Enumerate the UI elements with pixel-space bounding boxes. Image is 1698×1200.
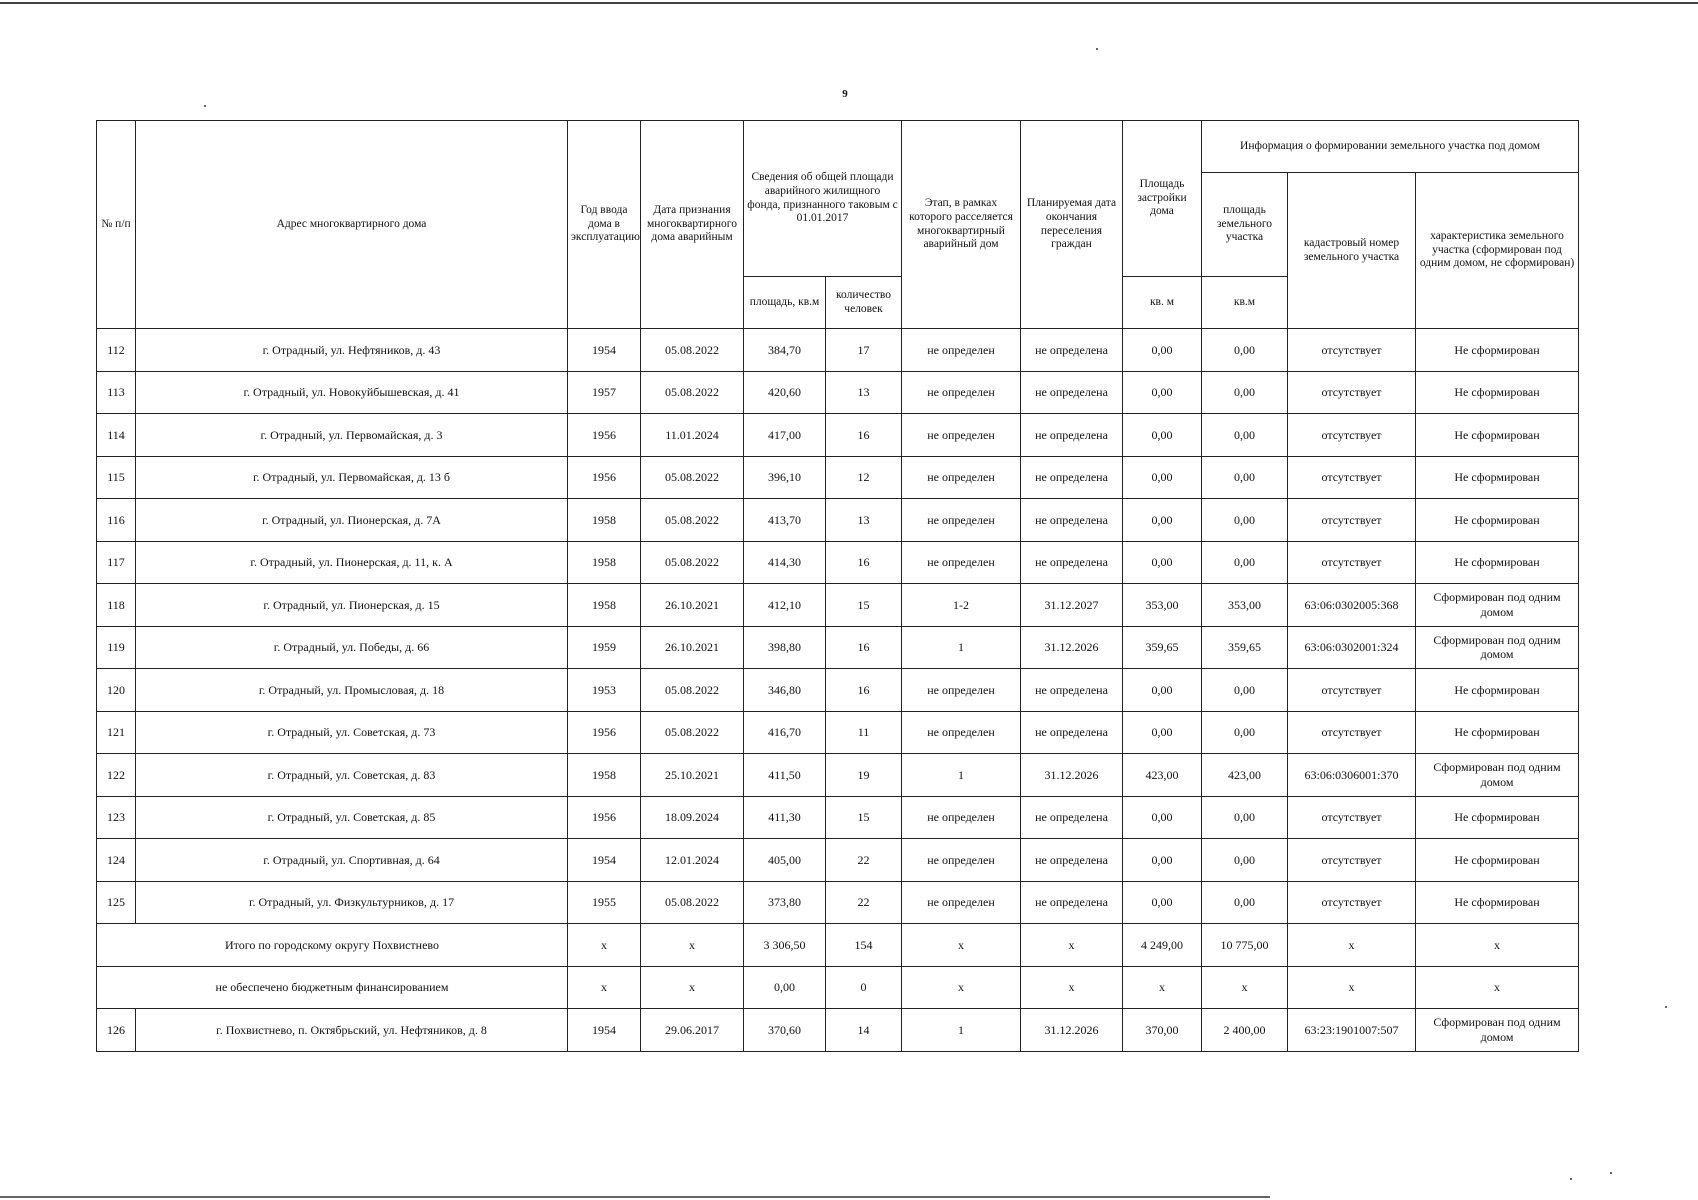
row-land-area: 0,00 [1202,414,1288,457]
row-people: 16 [826,669,902,712]
row-area: 370,60 [744,1009,826,1052]
row-people: 12 [826,456,902,499]
row-people: 16 [826,541,902,584]
row-built-area: 0,00 [1123,499,1202,542]
table-row [97,839,1579,882]
row-built-area: 0,00 [1123,371,1202,414]
row-planned: 31.12.2026 [1021,754,1123,797]
row-number: 114 [97,414,136,457]
row-cadastral: отсутствует [1288,881,1416,924]
row-people: 22 [826,881,902,924]
row-number: 122 [97,754,136,797]
unfunded-land-area: x [1202,966,1288,1009]
row-number: 124 [97,839,136,882]
row-planned: 31.12.2027 [1021,584,1123,627]
unfunded-row [97,966,1579,1009]
row-date: 05.08.2022 [641,541,744,584]
table-row [97,456,1579,499]
table-row [97,796,1579,839]
row-year: 1956 [568,414,641,457]
row-number: 113 [97,371,136,414]
row-date: 05.08.2022 [641,456,744,499]
col-address-header: Адрес многоквартирного дома [136,121,568,329]
row-stage: не определен [902,881,1021,924]
row-date: 29.06.2017 [641,1009,744,1052]
table-row [97,881,1579,924]
row-planned: не определена [1021,329,1123,372]
row-cadastral: отсутствует [1288,371,1416,414]
row-characteristic: Не сформирован [1416,669,1579,712]
row-cadastral: отсутствует [1288,456,1416,499]
row-number: 120 [97,669,136,712]
row-built-area: 0,00 [1123,541,1202,584]
total-characteristic: x [1416,924,1579,967]
row-built-area: 0,00 [1123,669,1202,712]
row-cadastral: 63:06:0306001:370 [1288,754,1416,797]
row-date: 12.01.2024 [641,839,744,882]
row-cadastral: отсутствует [1288,541,1416,584]
row-land-area: 423,00 [1202,754,1288,797]
row-address: г. Отрадный, ул. Первомайская, д. 3 [136,414,568,457]
row-number: 118 [97,584,136,627]
row-year: 1958 [568,754,641,797]
col-built-unit-header: кв. м [1123,277,1202,329]
table-row [97,329,1579,372]
unfunded-people: 0 [826,966,902,1009]
row-land-area: 0,00 [1202,499,1288,542]
row-characteristic: Сформирован под одним домом [1416,584,1579,627]
row-year: 1954 [568,839,641,882]
row-area: 411,30 [744,796,826,839]
row-year: 1958 [568,541,641,584]
row-land-area: 0,00 [1202,456,1288,499]
row-date: 26.10.2021 [641,626,744,669]
total-year: x [568,924,641,967]
page-number: 9 [842,88,848,100]
row-area: 417,00 [744,414,826,457]
row-characteristic: Не сформирован [1416,329,1579,372]
row-characteristic: Сформирован под одним домом [1416,626,1579,669]
row-number: 116 [97,499,136,542]
unfunded-planned: x [1021,966,1123,1009]
row-stage: не определен [902,711,1021,754]
table-row [97,669,1579,712]
row-year: 1956 [568,456,641,499]
table-row [97,711,1579,754]
unfunded-area: 0,00 [744,966,826,1009]
row-stage: не определен [902,839,1021,882]
row-people: 13 [826,371,902,414]
row-address: г. Отрадный, ул. Советская, д. 83 [136,754,568,797]
row-built-area: 359,65 [1123,626,1202,669]
row-cadastral: отсутствует [1288,499,1416,542]
row-number: 115 [97,456,136,499]
row-stage: не определен [902,796,1021,839]
col-num-header: № п/п [97,121,136,329]
row-built-area: 423,00 [1123,754,1202,797]
row-date: 05.08.2022 [641,669,744,712]
row-area: 384,70 [744,329,826,372]
row-area: 396,10 [744,456,826,499]
row-built-area: 0,00 [1123,329,1202,372]
row-date: 25.10.2021 [641,754,744,797]
row-year: 1955 [568,881,641,924]
col-land-info-header: Информация о формировании земельного участка под домом [1202,121,1579,173]
row-address: г. Отрадный, ул. Физкультурников, д. 17 [136,881,568,924]
row-built-area: 353,00 [1123,584,1202,627]
total-stage: x [902,924,1021,967]
row-planned: не определена [1021,414,1123,457]
row-area: 346,80 [744,669,826,712]
row-area: 405,00 [744,839,826,882]
row-stage: не определен [902,371,1021,414]
row-people: 16 [826,414,902,457]
total-row [97,924,1579,967]
table-body [97,329,1579,1052]
col-people-sub-header: количество человек [826,277,902,329]
unfunded-label: не обеспечено бюджетным финансированием [97,966,568,1009]
row-area: 420,60 [744,371,826,414]
row-land-area: 359,65 [1202,626,1288,669]
row-built-area: 0,00 [1123,414,1202,457]
row-year: 1956 [568,711,641,754]
row-planned: не определена [1021,796,1123,839]
row-number: 126 [97,1009,136,1052]
row-stage: не определен [902,669,1021,712]
row-built-area: 370,00 [1123,1009,1202,1052]
row-address: г. Отрадный, ул. Пионерская, д. 11, к. А [136,541,568,584]
table-row [97,541,1579,584]
row-built-area: 0,00 [1123,839,1202,882]
row-address: г. Отрадный, ул. Спортивная, д. 64 [136,839,568,882]
row-number: 119 [97,626,136,669]
table-row [97,1009,1579,1052]
col-built-area-header: Площадь застройки дома [1123,121,1202,277]
row-people: 15 [826,584,902,627]
row-address: г. Похвистнево, п. Октябрьский, ул. Нефтяников, д. 8 [136,1009,568,1052]
row-address: г. Отрадный, ул. Нефтяников, д. 43 [136,329,568,372]
row-date: 18.09.2024 [641,796,744,839]
unfunded-built-area: x [1123,966,1202,1009]
row-number: 123 [97,796,136,839]
emergency-housing-table [96,120,1579,1052]
row-characteristic: Не сформирован [1416,881,1579,924]
row-planned: не определена [1021,371,1123,414]
table-row [97,371,1579,414]
total-people: 154 [826,924,902,967]
total-area: 3 306,50 [744,924,826,967]
row-characteristic: Не сформирован [1416,711,1579,754]
row-people: 19 [826,754,902,797]
row-area: 411,50 [744,754,826,797]
col-planned-header: Планируемая дата окончания переселения граждан [1021,121,1123,329]
col-cadastral-header: кадастровый номер земельного участка [1288,173,1416,329]
row-cadastral: отсутствует [1288,669,1416,712]
row-characteristic: Не сформирован [1416,414,1579,457]
row-people: 14 [826,1009,902,1052]
row-address: г. Отрадный, ул. Первомайская, д. 13 б [136,456,568,499]
row-built-area: 0,00 [1123,456,1202,499]
row-date: 26.10.2021 [641,584,744,627]
row-address: г. Отрадный, ул. Пионерская, д. 15 [136,584,568,627]
row-year: 1959 [568,626,641,669]
row-characteristic: Не сформирован [1416,456,1579,499]
row-cadastral: отсутствует [1288,839,1416,882]
row-land-area: 2 400,00 [1202,1009,1288,1052]
row-area: 413,70 [744,499,826,542]
row-characteristic: Не сформирован [1416,839,1579,882]
unfunded-cadastral: x [1288,966,1416,1009]
col-area-info-header: Сведения об общей площади аварийного жилищного фонда, признанного таковым с 01.01.2017 [744,121,902,277]
unfunded-stage: x [902,966,1021,1009]
row-planned: не определена [1021,881,1123,924]
row-area: 416,70 [744,711,826,754]
row-year: 1957 [568,371,641,414]
row-planned: не определена [1021,456,1123,499]
row-land-area: 0,00 [1202,796,1288,839]
top-rule [0,2,1698,4]
row-cadastral: 63:23:1901007:507 [1288,1009,1416,1052]
row-address: г. Отрадный, ул. Новокуйбышевская, д. 41 [136,371,568,414]
row-characteristic: Не сформирован [1416,541,1579,584]
total-cadastral: x [1288,924,1416,967]
row-address: г. Отрадный, ул. Победы, д. 66 [136,626,568,669]
row-number: 125 [97,881,136,924]
unfunded-date: x [641,966,744,1009]
row-stage: 1 [902,754,1021,797]
row-area: 398,80 [744,626,826,669]
row-area: 414,30 [744,541,826,584]
row-planned: не определена [1021,541,1123,584]
row-year: 1954 [568,329,641,372]
row-date: 05.08.2022 [641,499,744,542]
row-address: г. Отрадный, ул. Промысловая, д. 18 [136,669,568,712]
row-land-area: 0,00 [1202,329,1288,372]
row-address: г. Отрадный, ул. Советская, д. 73 [136,711,568,754]
col-area-sub-header: площадь, кв.м [744,277,826,329]
bottom-rule [0,1196,1270,1198]
row-year: 1953 [568,669,641,712]
row-stage: не определен [902,456,1021,499]
row-date: 05.08.2022 [641,329,744,372]
row-people: 17 [826,329,902,372]
row-land-area: 0,00 [1202,541,1288,584]
row-built-area: 0,00 [1123,796,1202,839]
table-row [97,626,1579,669]
total-date: x [641,924,744,967]
row-cadastral: отсутствует [1288,796,1416,839]
row-date: 11.01.2024 [641,414,744,457]
row-characteristic: Сформирован под одним домом [1416,754,1579,797]
row-planned: 31.12.2026 [1021,626,1123,669]
row-stage: не определен [902,541,1021,584]
col-land-unit-header: кв.м [1202,277,1288,329]
row-date: 05.08.2022 [641,881,744,924]
col-characteristic-header: характеристика земельного участка (сформирован под одним домом, не сформирован) [1416,173,1579,329]
row-number: 121 [97,711,136,754]
row-area: 412,10 [744,584,826,627]
row-cadastral: 63:06:0302001:324 [1288,626,1416,669]
row-people: 13 [826,499,902,542]
table-row [97,414,1579,457]
table-row [97,499,1579,542]
row-people: 22 [826,839,902,882]
row-year: 1954 [568,1009,641,1052]
total-label: Итого по городскому округу Похвистнево [97,924,568,967]
row-characteristic: Не сформирован [1416,371,1579,414]
row-land-area: 353,00 [1202,584,1288,627]
row-planned: не определена [1021,669,1123,712]
row-date: 05.08.2022 [641,371,744,414]
row-date: 05.08.2022 [641,711,744,754]
row-built-area: 0,00 [1123,711,1202,754]
row-stage: 1 [902,626,1021,669]
row-stage: не определен [902,499,1021,542]
table-row [97,584,1579,627]
row-number: 112 [97,329,136,372]
row-year: 1958 [568,584,641,627]
row-planned: не определена [1021,711,1123,754]
row-people: 16 [826,626,902,669]
row-address: г. Отрадный, ул. Пионерская, д. 7А [136,499,568,542]
row-characteristic: Не сформирован [1416,499,1579,542]
total-land-area: 10 775,00 [1202,924,1288,967]
row-planned: не определена [1021,839,1123,882]
row-land-area: 0,00 [1202,881,1288,924]
unfunded-year: x [568,966,641,1009]
table-row [97,754,1579,797]
col-stage-header: Этап, в рамках которого расселяется многоквартирный аварийный дом [902,121,1021,329]
row-cadastral: отсутствует [1288,711,1416,754]
row-people: 11 [826,711,902,754]
row-planned: не определена [1021,499,1123,542]
row-number: 117 [97,541,136,584]
row-land-area: 0,00 [1202,669,1288,712]
row-cadastral: отсутствует [1288,414,1416,457]
row-cadastral: отсутствует [1288,329,1416,372]
row-planned: 31.12.2026 [1021,1009,1123,1052]
col-date-header: Дата признания многоквартирного дома аварийным [641,121,744,329]
row-characteristic: Сформирован под одним домом [1416,1009,1579,1052]
row-land-area: 0,00 [1202,711,1288,754]
row-land-area: 0,00 [1202,371,1288,414]
row-people: 15 [826,796,902,839]
row-stage: 1-2 [902,584,1021,627]
row-land-area: 0,00 [1202,839,1288,882]
table-header [97,121,1579,329]
row-stage: 1 [902,1009,1021,1052]
total-built-area: 4 249,00 [1123,924,1202,967]
row-year: 1958 [568,499,641,542]
col-year-header: Год ввода дома в эксплуатацию [568,121,641,329]
unfunded-characteristic: x [1416,966,1579,1009]
row-cadastral: 63:06:0302005:368 [1288,584,1416,627]
row-year: 1956 [568,796,641,839]
total-planned: x [1021,924,1123,967]
row-area: 373,80 [744,881,826,924]
row-stage: не определен [902,329,1021,372]
row-built-area: 0,00 [1123,881,1202,924]
row-address: г. Отрадный, ул. Советская, д. 85 [136,796,568,839]
col-land-area-header: площадь земельного участка [1202,173,1288,277]
row-characteristic: Не сформирован [1416,796,1579,839]
row-stage: не определен [902,414,1021,457]
